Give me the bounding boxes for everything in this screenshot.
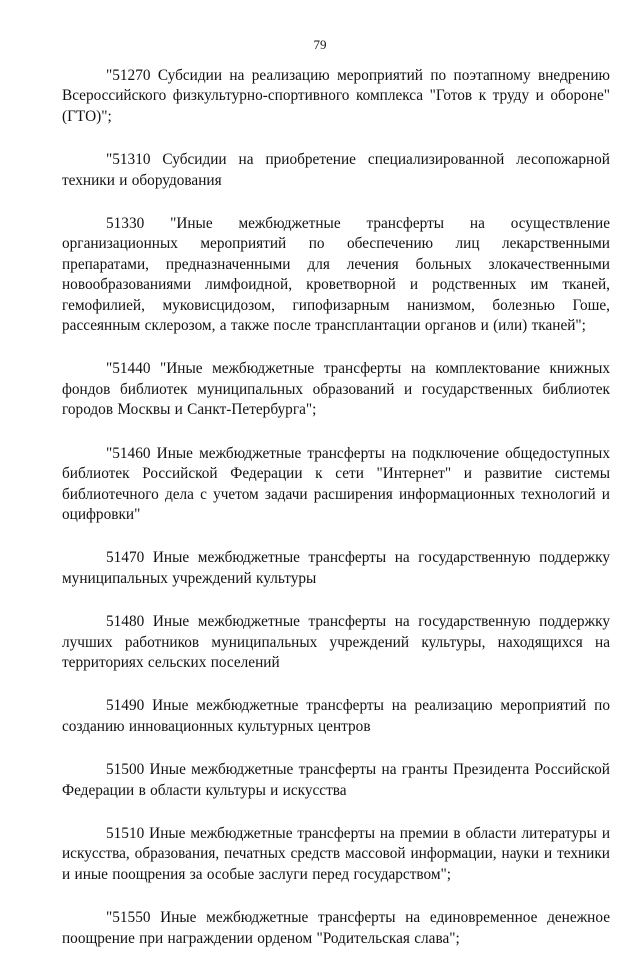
paragraph-51310: "51310 Субсидии на приобретение специализированной лесопожарной техники и оборудования xyxy=(62,151,610,189)
page-number: 79 xyxy=(313,37,327,52)
paragraph-51490: 51490 Иные межбюджетные трансферты на реализацию мероприятий по созданию инновационных культурных центров xyxy=(62,697,610,735)
paragraph-51480: 51480 Иные межбюджетные трансферты на государственную поддержку лучших работников муниципальных учреждений культуры, находящихся на территориях сельских поселений xyxy=(62,613,610,671)
paragraph-51470: 51470 Иные межбюджетные трансферты на государственную поддержку муниципальных учреждений культуры xyxy=(62,549,610,587)
paragraph-51330: 51330 "Иные межбюджетные трансферты на осуществление организационных мероприятий по обеспечению лиц лекарственными препаратами, предназначенными для лечения больных злокачественными новообразованиями лимфоидной, кроветворной и родственных им тканей, гемофилией, муковисцидозом, гипофизарным нанизмом, болезнью Гоше, рассеянным склерозом, а также после трансплантации органов и (или) тканей"; xyxy=(62,215,610,335)
paragraph-51550: "51550 Иные межбюджетные трансферты на единовременное денежное поощрение при награждении орденом "Родительская слава"; xyxy=(62,909,610,947)
paragraph-51270: "51270 Субсидии на реализацию мероприятий по поэтапному внедрению Всероссийского физкультурно-спортивного комплекса "Готов к труду и обороне" (ГТО)"; xyxy=(62,67,610,125)
paragraph-51460: "51460 Иные межбюджетные трансферты на подключение общедоступных библиотек Российской Федерации к сети "Интернет" и развитие системы библиотечного дела с учетом задачи расширения информационных технологий и оцифровки" xyxy=(62,444,610,523)
paragraph-51510: 51510 Иные межбюджетные трансферты на премии в области литературы и искусства, образования, печатных средств массовой информации, науки и техники и иные поощрения за особые заслуги перед государством"; xyxy=(62,824,610,883)
paragraph-51440: "51440 "Иные межбюджетные трансферты на комплектование книжных фондов библиотек муниципальных образований и государственных библиотек городов Москвы и Санкт-Петербурга"; xyxy=(62,360,610,419)
document-body xyxy=(62,66,610,972)
paragraph-51500: 51500 Иные межбюджетные трансферты на гранты Президента Российской Федерации в области культуры и искусства xyxy=(62,761,610,799)
